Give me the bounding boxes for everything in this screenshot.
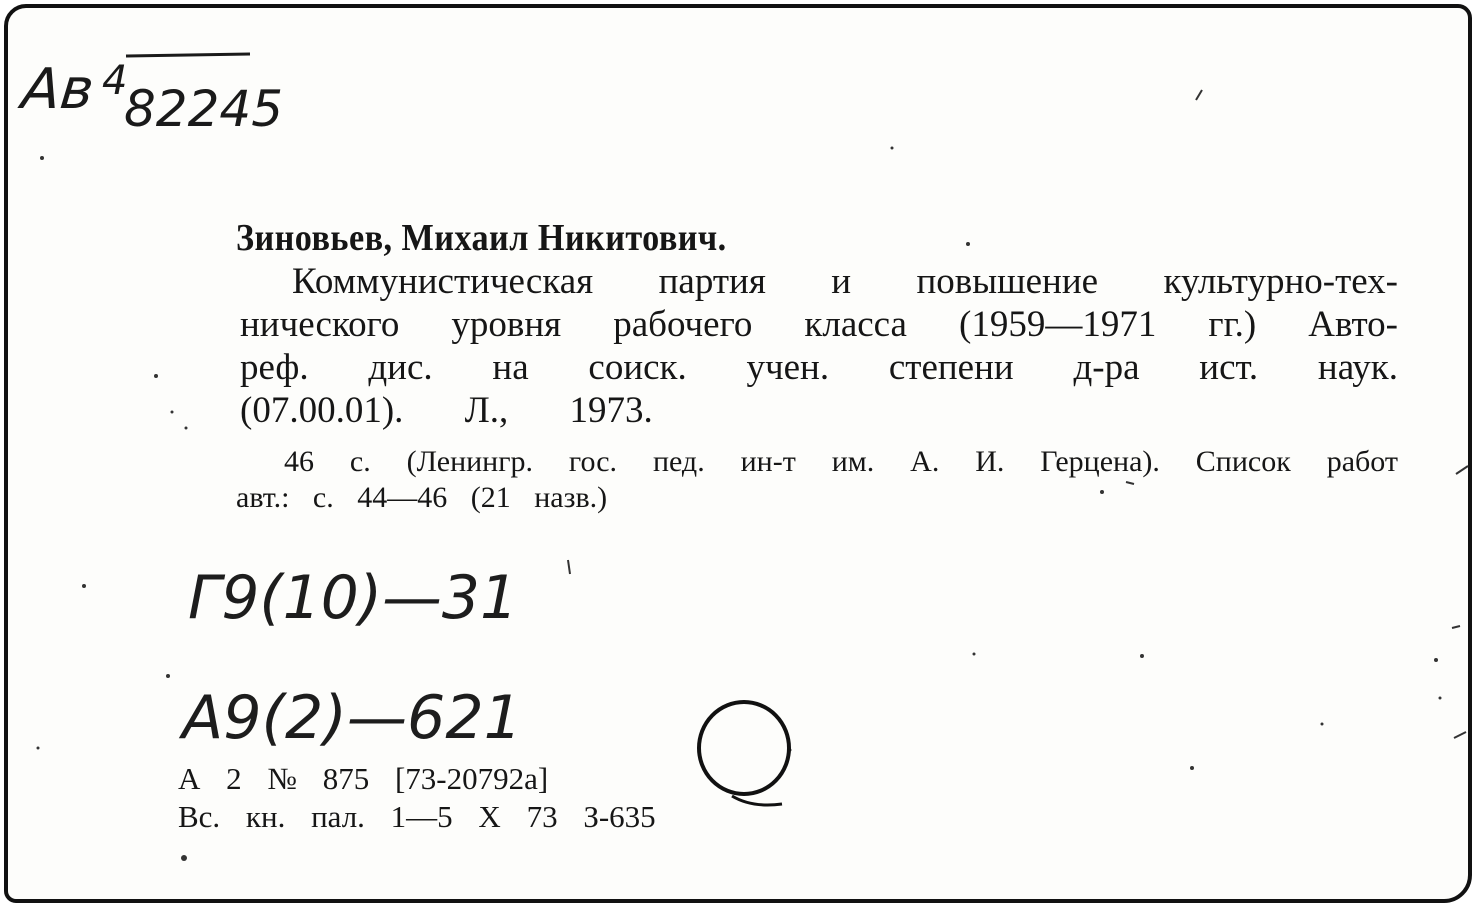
footer-line: Вс. кн. пал. 1—5 X 73 З-635 bbox=[178, 799, 656, 834]
description-line: Коммунистическая партия и повышение культурно-тех- bbox=[292, 261, 1398, 302]
title-description bbox=[240, 260, 1398, 432]
svg-text:82245: 82245 bbox=[124, 80, 284, 138]
handwritten-code: А9(2)—621 bbox=[177, 683, 522, 753]
collation-notes bbox=[236, 444, 1398, 516]
catalog-card bbox=[4, 4, 1472, 903]
collation-line: авт.: с. 44—46 (21 назв.) bbox=[236, 481, 608, 514]
collation-line: 46 с. (Ленингр. гос. пед. ин-т им. А. И. Герцена). Список работ bbox=[284, 445, 1398, 478]
description-line: нического уровня рабочего класса (1959—1971 гг.) Авто- bbox=[240, 304, 1398, 345]
svg-text:Ав: Ав bbox=[18, 57, 97, 122]
author-heading: Зиновьев, Михаил Никитович. bbox=[236, 217, 727, 259]
svg-text:4: 4 bbox=[102, 58, 128, 104]
description-line: (07.00.01). Л., 1973. bbox=[240, 390, 653, 431]
oval-stamp-mark bbox=[692, 696, 802, 816]
handwritten-call-number bbox=[18, 34, 284, 138]
handwritten-code: Г9(10)—31 bbox=[188, 563, 518, 633]
description-line: реф. дис. на соиск. учен. степени д-ра ист. наук. bbox=[240, 347, 1398, 388]
handwritten-classification-codes bbox=[168, 538, 588, 788]
footer-record bbox=[178, 760, 656, 836]
footer-line: А 2 № 875 [73-20792а] bbox=[178, 761, 549, 796]
